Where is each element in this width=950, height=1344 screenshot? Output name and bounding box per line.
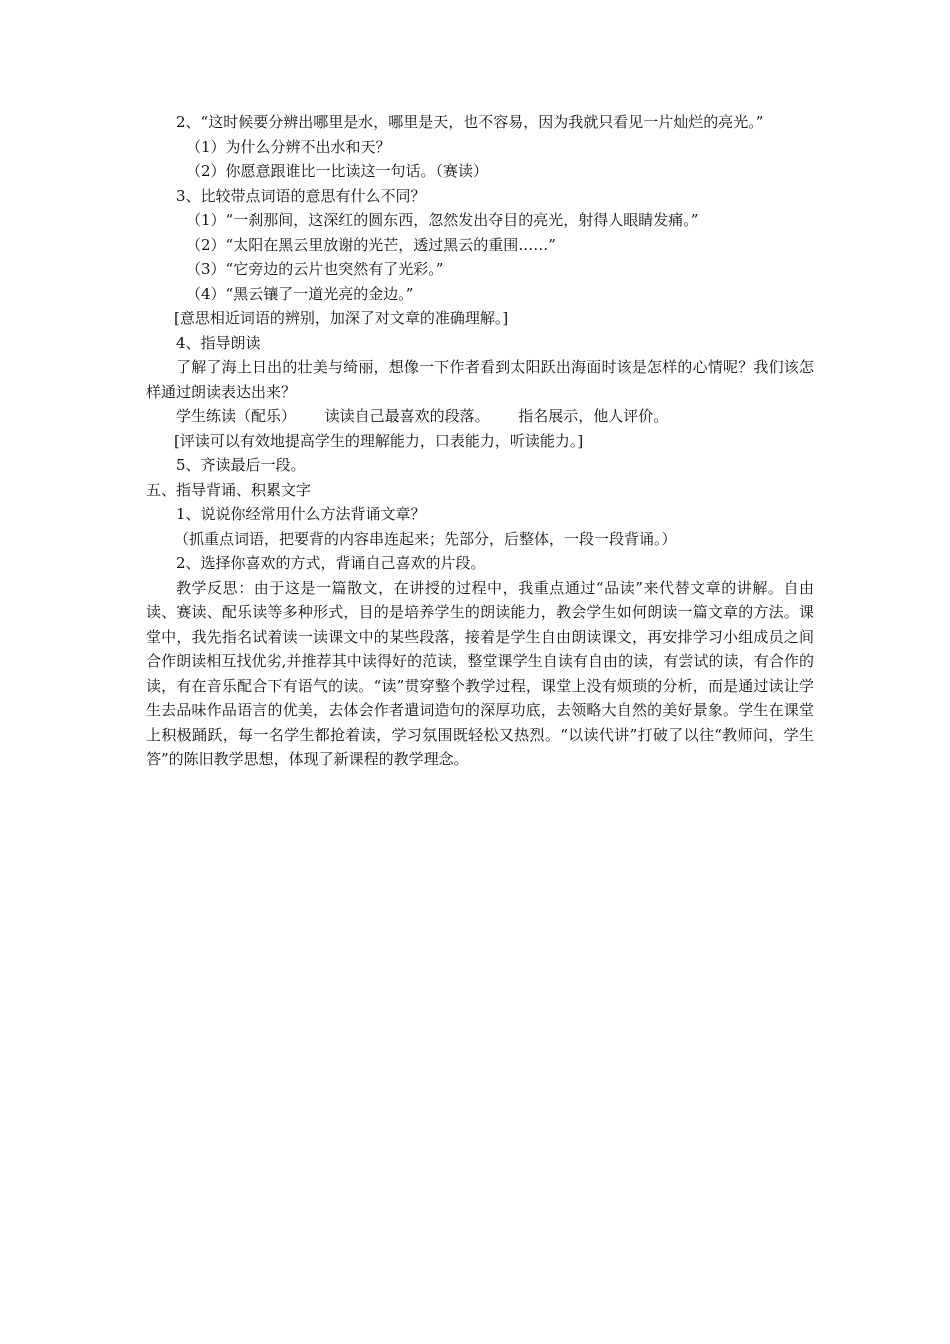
recite-item-2: 2、选择你喜欢的方式，背诵自己喜欢的片段。 <box>176 554 486 572</box>
compare-sentence-1: （1）“一刹那间，这深红的圆东西，忽然发出夺目的亮光，射得人眼睛发痛。” <box>186 211 699 229</box>
paragraph-item-4: 4、指导朗读 <box>176 333 261 352</box>
compare-sentence-3: （3）“它旁边的云片也突然有了光彩。” <box>186 260 444 278</box>
paragraph-item-2: 2、“这时候要分辨出哪里是水，哪里是天，也不容易，因为我就只看见一片灿烂的亮光。” <box>176 113 764 131</box>
paragraph-item-3: 3、比较带点词语的意思有什么不同？ <box>176 186 426 205</box>
note-2: [评读可以有效地提高学生的理解能力，口表能力，听读能力。] <box>174 431 584 450</box>
recite-item-1: 1、说说你经常用什么方法背诵文章？ <box>176 505 426 523</box>
question-2: （2）你愿意跟谁比一比读这一句话。（赛读） <box>186 162 489 180</box>
reading-guidance: 了解了海上日出的壮美与绮丽，想像一下作者看到太阳跃出海面时该是怎样的心情呢？我们该怎样通过朗读表达出来？ <box>146 358 814 401</box>
note-1: [意思相近词语的辨别，加深了对文章的准确理解。] <box>174 309 509 327</box>
compare-sentence-2: （2）“太阳在黑云里放谢的光芒，透过黑云的重围……” <box>186 235 556 254</box>
question-1: （1）为什么分辨不出水和天？ <box>186 137 391 156</box>
teaching-reflection: 教学反思：由于这是一篇散文，在讲授的过程中，我重点通过“品读”来代替文章的讲解。自由读、赛读、配乐读等多种形式，目的是培养学生的朗读能力，教会学生如何朗读一篇文章的方法。课堂中，我先指名试着读一读课文中的某些段落，接着是学生自由朗读课文，再安排学习小组成员之间合作朗读相互找优劣,并推荐其中读得好的范读，整堂课学生自读有自由的读，有尝试的读，有合作的读，有在音乐配合下有语气的读。“读”贯穿整个教学过程，课堂上没有烦琐的分析，而是通过读让学生去品味作品语言的优美，去体会作者遣词造句的深厚功底，去领略大自然的美好景象。学生在课堂上积极踊跃，每一名学生都抢着读，学习氛围既轻松又热烈。“以读代讲”打破了以往“教师问，学生答”的陈旧教学思想，体现了新课程的教学理念。 <box>146 578 814 768</box>
section-heading-5: 五、指导背诵、积累文字 <box>146 480 312 499</box>
compare-sentence-4: （4）“黑云镶了一道光亮的金边。” <box>186 284 414 303</box>
paragraph-item-5: 5、齐读最后一段。 <box>176 456 306 474</box>
recite-answer: （抓重点词语，把要背的内容串连起来；先部分，后整体，一段一段背诵。） <box>174 529 677 548</box>
practice-line: 学生练读（配乐） 读读自己最喜欢的段落。 指名展示，他人评价。 <box>176 407 669 425</box>
document-page <box>146 110 814 772</box>
